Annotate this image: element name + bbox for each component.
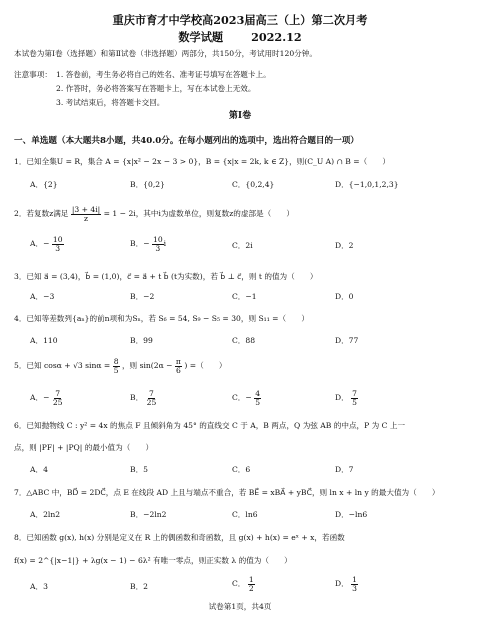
question-7-option-c: C．ln6 [232, 510, 258, 519]
question-3-option-b: B．−2 [130, 292, 155, 301]
exam-subtitle [0, 31, 480, 44]
question-6-option-c: C．6 [232, 465, 251, 474]
option-fraction [52, 236, 64, 252]
question-4-option-d: D．77 [335, 336, 359, 345]
exam-title: 重庆市育才中学校高2023届高三（上）第二次月考 [112, 13, 368, 27]
fraction-denominator: z [84, 213, 89, 223]
option-label: C． [232, 579, 246, 589]
fraction-denominator: 3 [352, 583, 357, 593]
fraction-denominator: 5 [352, 397, 357, 407]
question-1-option-a: A．{2} [30, 180, 58, 189]
question-3-option-a: A．−3 [30, 292, 55, 301]
fraction-numerator: 7 [352, 389, 357, 398]
question-2-fraction [71, 206, 101, 222]
question-5-option-d [335, 390, 358, 406]
fraction-numerator: 10 [52, 235, 63, 244]
question-2-stem: 2．若复数z满足 [14, 209, 69, 219]
subject-title: 数学试题 [178, 30, 224, 44]
question-8-option-d [335, 576, 358, 592]
question-5-option-c [232, 390, 261, 406]
question-8-option-b: B．2 [130, 582, 149, 591]
fraction-denominator: 5 [255, 397, 261, 407]
option-suffix: i [163, 239, 167, 249]
option-label: D． [335, 393, 349, 403]
question-5-fraction-2 [175, 358, 182, 374]
question-5-stem: 5．已知 cosα + √3 sinα = [14, 361, 111, 371]
question-7-option-d: D．−ln6 [335, 510, 368, 519]
question-3-option-c: C．−1 [232, 292, 257, 301]
question-2-stem-end: = 1 − 2i，其中i为虚数单位，则复数z的虚部是（ ） [103, 209, 295, 219]
fraction-denominator: 6 [176, 365, 181, 375]
question-5-stem-mid: ，则 sin(2α − [121, 361, 173, 371]
option-fraction [146, 390, 158, 406]
option-label: D． [335, 579, 349, 589]
question-1: 1．已知全集U = R，集合 A = {x|x² − 2x − 3 > 0}，B = {x|x = 2k, k ∈ Z}，则(C_U A) ∩ B =（ ） [14, 157, 391, 166]
notice-item: 1. 答卷前，考生务必将自己的姓名、准考证号填写在答题卡上。 [56, 70, 271, 79]
question-7-option-b: B．−2ln2 [130, 510, 167, 519]
fraction-numerator: π [175, 357, 181, 366]
option-label: A． [30, 239, 44, 249]
fraction-denominator: 25 [146, 397, 157, 407]
question-2-option-c: C．2i [232, 241, 253, 250]
option-sign: − [43, 393, 50, 403]
question-7: 7．△ABC 中，BD⃗ = 2DC⃗，点 E 在线段 AD 上且与端点不重合，若 BE⃗ = xBA⃗ + yBC⃗，则 ln x + ln y 的最大值为（ ） [14, 488, 440, 497]
question-6-option-d: D．7 [335, 465, 354, 474]
question-4: 4．已知等差数列{aₙ}的前n项和为Sₙ，若 S₆ = 54, S₉ − S₅ = 30，则 S₁₁ =（ ） [14, 314, 309, 323]
option-label: A． [30, 393, 44, 403]
question-5-stem-end: ) =（ ） [184, 361, 227, 371]
notice-item: 2. 作答时，务必将答案写在答题卡上，写在本试卷上无效。 [56, 84, 256, 93]
option-label: C． [232, 393, 246, 403]
exam-intro: 本试卷为第Ⅰ卷（选择题）和第Ⅱ试卷（非选择题）两部分，共150分，考试用时120分钟。 [14, 49, 317, 58]
question-4-option-c: C．88 [232, 336, 256, 345]
question-8-option-a: A．3 [30, 582, 48, 591]
option-fraction [248, 576, 255, 592]
fraction-numerator: 1 [352, 575, 357, 584]
fraction-numerator: 1 [248, 575, 254, 584]
exam-date: 2022.12 [251, 30, 302, 44]
question-2-option-b [130, 236, 166, 252]
question-2-option-d: D．2 [335, 241, 354, 250]
question-5-fraction [113, 358, 120, 374]
fraction-numerator: |3 + 4i| [71, 205, 101, 214]
question-1-option-c: C．{0,2,4} [232, 180, 275, 189]
fraction-denominator: 3 [155, 243, 161, 253]
fraction-numerator: 7 [149, 389, 154, 398]
question-1-option-d: D．{−1,0,1,2,3} [335, 180, 399, 189]
option-sign: − [143, 239, 150, 249]
option-fraction [351, 390, 358, 406]
option-sign: − [245, 393, 252, 403]
fraction-denominator: 25 [52, 397, 63, 407]
question-6: 6．已知抛物线 C : y² = 4x 的焦点 F 且倾斜角为 45° 的直线交 C 于 A，B 两点，Q 为弦 AB 的中点，P 为 C 上一 [14, 421, 406, 430]
fraction-numerator: 7 [55, 389, 61, 398]
notice-item: 3. 考试结束后，将答题卡交回。 [56, 98, 165, 107]
fraction-denominator: 3 [55, 243, 61, 253]
question-2-option-a [30, 236, 64, 252]
option-fraction [52, 390, 64, 406]
question-3: 3．已知 a⃗ = (3,4)，b⃗ = (1,0)，c⃗ = a⃗ + t b⃗ (t为实数)，若 b⃗ ⊥ c⃗，则 t 的值为（ ） [14, 272, 318, 281]
question-3-option-d: D．0 [335, 292, 354, 301]
question-7-option-a: A．2ln2 [30, 510, 61, 519]
part-title: 第Ⅰ卷 [228, 111, 252, 121]
question-6-line-2: 点，则 |PF| + |PQ| 的最小值为（ ） [14, 443, 154, 452]
fraction-denominator: 5 [113, 365, 119, 375]
question-4-option-b: B．99 [130, 336, 153, 345]
option-sign: − [43, 239, 50, 249]
fraction-numerator: 10 [152, 235, 163, 244]
option-fraction [254, 390, 261, 406]
option-label: B． [130, 239, 144, 249]
question-8-line-2: f(x) = 2^{|x−1|} + λg(x − 1) − 6λ² 有唯一零点，则正实数 λ 的值为（ ） [14, 556, 292, 565]
fraction-numerator: 4 [255, 389, 261, 398]
section-title: 一、单选题（本大题共8小题，共40.0分。在每小题列出的选项中，选出符合题目的一项） [14, 136, 359, 146]
question-6-option-a: A．4 [30, 465, 48, 474]
option-fraction [152, 235, 167, 253]
option-fraction [351, 576, 358, 592]
question-4-option-a: A．110 [30, 336, 58, 345]
question-5 [14, 358, 226, 374]
question-8: 8．已知函数 g(x), h(x) 分别是定义在 R 上的偶函数和奇函数，且 g(x) + h(x) = eˣ + x，若函数 [14, 533, 345, 542]
fraction-denominator: 2 [248, 583, 254, 593]
question-5-option-b [130, 390, 157, 406]
question-8-option-c [232, 576, 255, 592]
fraction-numerator: 8 [113, 357, 119, 366]
question-2 [14, 206, 294, 222]
question-6-option-b: B．5 [130, 465, 149, 474]
question-5-option-a [30, 390, 64, 406]
question-1-option-b: B．{0,2} [130, 180, 165, 189]
notice-heading: 注意事项： [14, 70, 52, 79]
option-label: B． [130, 393, 144, 403]
page-footer: 试卷第1页，共4页 [208, 602, 272, 611]
